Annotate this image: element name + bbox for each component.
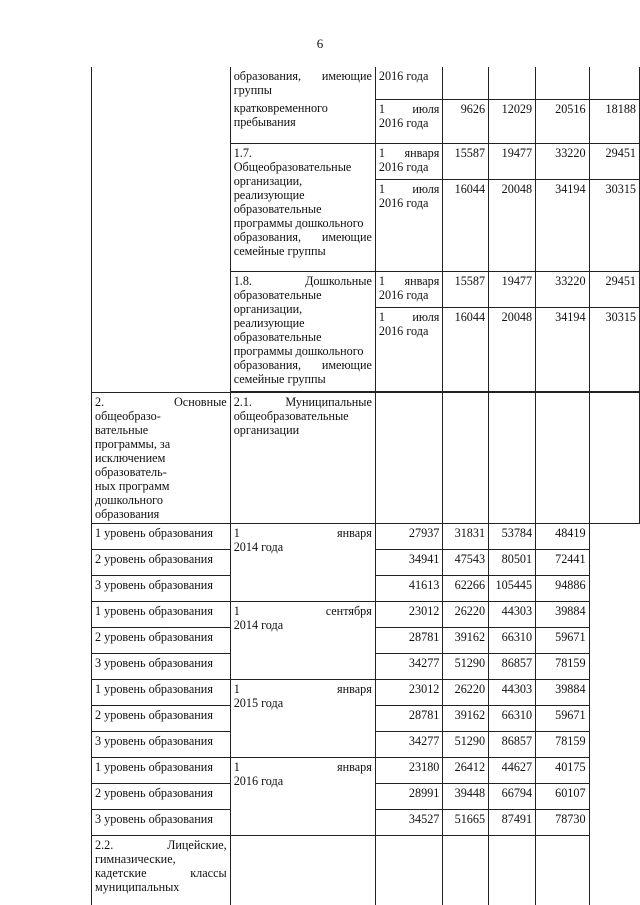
cell-text: гимназические, [95,851,176,866]
value-cell: 39884 [536,679,589,705]
date-cell [375,307,443,391]
value-cell: 78730 [536,809,589,835]
cell-text: общеобразовательные [233,408,349,423]
level-cell: 3 уровень образования [92,653,231,679]
value-cell: 26220 [443,679,489,705]
level-cell: 3 уровень образования [92,731,231,757]
cell-text: сентября [325,603,372,618]
cell-text: июля [412,181,440,196]
tariff-table [91,67,640,905]
value-cell: 60107 [536,783,589,809]
cell-text: классы [190,865,227,880]
value-cell: 66310 [489,627,536,653]
cell-text: Лицейские, [167,837,227,852]
value-cell: 78159 [536,731,589,757]
value-cell: 44303 [489,601,536,627]
cell-text: 1 [378,145,385,160]
cell-text: 1 [378,181,385,196]
cell-text: 1.7. [233,145,252,160]
subsection-cell: кратковременного пребывания [230,99,375,143]
value-cell: 20516 [536,99,589,143]
cell-text: 1 [378,273,385,288]
cell-text: Дошкольные [305,273,372,288]
value-cell: 33220 [536,143,589,179]
cell-text: реализующие [233,315,305,330]
cell-text: образователь- [95,464,167,479]
value-cell: 23012 [375,601,443,627]
value-cell: 31831 [443,523,489,549]
date-cell [230,757,375,835]
value-cell: 39162 [443,705,489,731]
cell-text: программы, за [95,436,171,451]
page-number: 6 [316,36,324,51]
level-cell: 3 уровень образования [92,575,231,601]
value-cell: 26220 [443,601,489,627]
date-cell [375,271,443,307]
subsection-cell [92,835,231,905]
cell-text: имеющие [321,357,372,372]
value-cell: 28781 [375,627,443,653]
value-cell: 30315 [589,307,639,391]
value-cell: 34194 [536,179,589,271]
date-cell [230,679,375,757]
value-cell [375,835,443,905]
cell-text: группы [233,83,272,97]
value-cell: 41613 [375,575,443,601]
value-cell: 44627 [489,757,536,783]
value-cell: 27937 [375,523,443,549]
value-cell: 86857 [489,653,536,679]
level-cell: 1 уровень образования [92,757,231,783]
date-cell: 2016 года [375,67,443,99]
cell-text: образования, [233,229,302,244]
value-cell: 15587 [443,143,489,179]
table-row [92,601,640,627]
cell-text: исключением [95,450,166,465]
value-cell: 29451 [589,271,639,307]
cell-text: 1.8. [233,273,252,288]
value-cell: 26412 [443,757,489,783]
value-cell: 47543 [443,549,489,575]
value-cell: 105445 [489,575,536,601]
value-cell: 34527 [375,809,443,835]
value-cell: 66310 [489,705,536,731]
date-cell [375,99,443,143]
value-cell: 12029 [489,99,536,143]
table-row [92,679,640,705]
section1-name-cell [92,67,231,392]
cell-text: 1 [378,101,385,116]
cell-text: января [337,681,372,696]
cell-text: 2015 года [233,695,284,710]
level-cell: 2 уровень образования [92,705,231,731]
cell-text: имеющие [321,69,372,83]
cell-text: дошкольного [95,492,163,507]
level-cell: 1 уровень образования [92,601,231,627]
date-cell [230,835,375,905]
value-cell: 59671 [536,627,589,653]
cell-text: программы дошкольного [233,343,364,358]
table-row [92,757,640,783]
value-cell: 48419 [536,523,589,549]
value-cell: 34277 [375,653,443,679]
value-cell: 29451 [589,143,639,179]
table-row [92,392,640,523]
cell-text: организации [233,422,300,437]
cell-text: программы дошкольного [233,215,364,230]
cell-text: января [337,759,372,774]
section2-name-cell [92,392,231,523]
cell-text: января [337,525,372,540]
value-cell: 15587 [443,271,489,307]
cell-text: общеобразо- [95,408,161,423]
value-cell: 19477 [489,271,536,307]
cell-text: муниципальных [95,879,180,894]
value-cell: 51290 [443,653,489,679]
cell-text: Муниципальные [285,394,372,409]
value-cell: 44303 [489,679,536,705]
value-cell: 16044 [443,307,489,391]
value-cell: 18188 [589,99,639,143]
level-cell: 3 уровень образования [92,809,231,835]
value-cell: 59671 [536,705,589,731]
value-cell [536,392,589,523]
value-cell: 78159 [536,653,589,679]
subsection-cell [230,143,375,271]
date-cell [375,179,443,271]
cell-text: января [404,145,440,160]
cell-text: 1 [233,759,240,774]
level-cell: 1 уровень образования [92,523,231,549]
value-cell: 16044 [443,179,489,271]
table-row [92,523,640,549]
level-cell: 1 уровень образования [92,679,231,705]
value-cell: 66794 [489,783,536,809]
cell-text: июля [412,101,440,116]
cell-text: образования [95,506,160,521]
cell-text: 2016 года [378,159,429,174]
value-cell: 34277 [375,731,443,757]
value-cell: 39162 [443,627,489,653]
value-cell: 39884 [536,601,589,627]
value-cell: 39448 [443,783,489,809]
cell-text: 2016 года [378,115,429,130]
cell-text: 2014 года [233,617,284,632]
value-cell: 40175 [536,757,589,783]
cell-text: июля [412,309,440,324]
cell-text: организации, [233,301,303,316]
value-cell [443,67,489,99]
date-cell [230,523,375,601]
value-cell: 33220 [536,271,589,307]
value-cell: 94886 [536,575,589,601]
value-cell: 34941 [375,549,443,575]
cell-text: образовательные [233,287,322,302]
value-cell: 19477 [489,143,536,179]
cell-text: образовательные [233,329,322,344]
value-cell: 86857 [489,731,536,757]
cell-text: семейные группы [233,371,326,386]
value-cell [443,392,489,523]
level-cell: 2 уровень образования [92,783,231,809]
value-cell: 34194 [536,307,589,391]
value-cell [489,67,536,99]
value-cell: 30315 [589,179,639,271]
value-cell [443,835,489,905]
cell-text: 2.2. [95,837,114,852]
value-cell: 9626 [443,99,489,143]
value-cell: 20048 [489,307,536,391]
value-cell: 72441 [536,549,589,575]
cell-text: организации, [233,173,303,188]
cell-text: реализующие [233,187,305,202]
level-cell: 2 уровень образования [92,549,231,575]
value-cell [489,835,536,905]
value-cell: 28991 [375,783,443,809]
cell-text: семейные группы [233,243,326,258]
cell-text: 2. [95,394,105,409]
cell-text: 2016 года [378,195,429,210]
cell-text: имеющие [321,229,372,244]
cell-text: 1 [233,681,240,696]
cell-text: 2014 года [233,539,284,554]
cell-text: 2016 года [378,287,429,302]
level-cell: 2 уровень образования [92,627,231,653]
value-cell: 23180 [375,757,443,783]
cell-text: Общеобразовательные [233,159,352,174]
cell-text: 1 [233,603,240,618]
subsection-cell [230,392,375,523]
cell-text: ных программ [95,478,170,493]
value-cell: 62266 [443,575,489,601]
table-row [92,835,640,905]
date-cell [375,392,443,523]
value-cell: 53784 [489,523,536,549]
cell-text: 1 [378,309,385,324]
table-row [92,67,640,99]
value-cell [536,67,589,99]
value-cell: 51665 [443,809,489,835]
cell-text: 2.1. [233,394,252,409]
cell-text: образования, [233,69,302,83]
cell-text: 1 [233,525,240,540]
cell-text: 2016 года [233,773,284,788]
value-cell: 80501 [489,549,536,575]
cell-text: образовательные [233,201,322,216]
value-cell: 28781 [375,705,443,731]
value-cell [536,835,589,905]
value-cell [489,392,536,523]
cell-text: 2016 года [378,323,429,338]
cell-text: вательные [95,422,149,437]
subsection-cell [230,67,375,99]
value-cell [589,392,639,523]
cell-text: образования, [233,357,302,372]
cell-text: января [404,273,440,288]
subsection-cell [230,271,375,391]
value-cell [589,67,639,99]
value-cell: 51290 [443,731,489,757]
date-cell [375,143,443,179]
value-cell: 20048 [489,179,536,271]
date-cell [230,601,375,679]
cell-text: кадетские [95,865,147,880]
cell-text: Основные [173,394,227,409]
value-cell: 23012 [375,679,443,705]
value-cell: 87491 [489,809,536,835]
